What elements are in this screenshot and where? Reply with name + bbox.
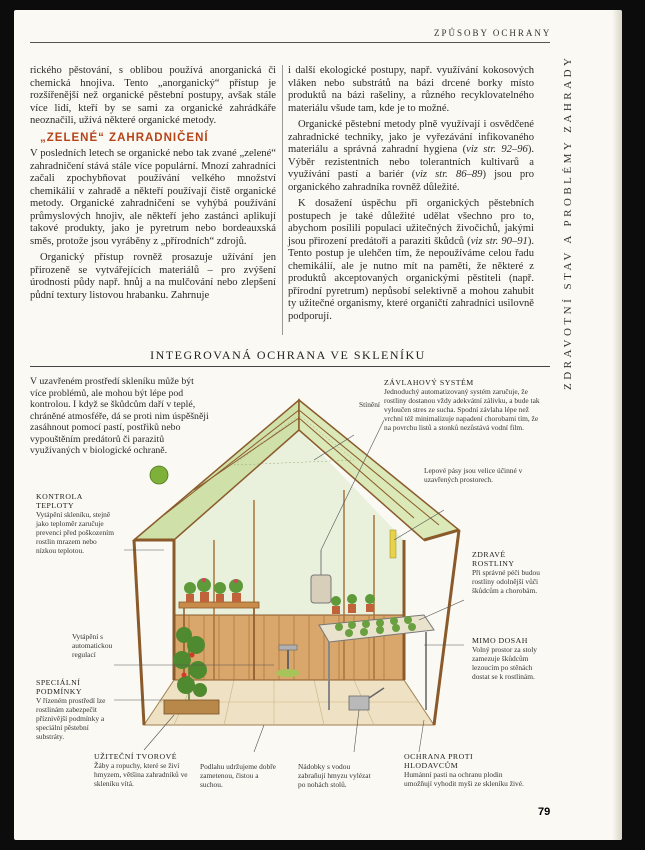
callout-text: Při správné péči budou rostliny odolnější vůči škůdcům a chorobám. — [472, 568, 540, 595]
paragraph: i další ekologické postupy, např. využívání kokosových vláken nebo substrátů na bázi drcené borky místo produktů na bázi rašeliny, a různého recyklovatelného materiálu všude tam, kde je to možné. — [288, 65, 534, 114]
running-header: ZPŮSOBY OCHRANY — [434, 28, 552, 38]
page-number: 79 — [538, 806, 551, 818]
header-rule — [30, 42, 550, 43]
callout-title: MIMO DOSAH — [472, 636, 528, 645]
callout-useful-creatures — [94, 752, 194, 788]
callout-text: Vytápění skleníku, stejně jako teploměr zaručuje prevenci před poškozením rostlin mrazem nebo nízkou teplotou. — [36, 510, 114, 555]
cross-reference: viz str. 92–96 — [466, 144, 528, 155]
book-page — [14, 10, 622, 840]
paragraph: Organické pěstební metody plně využívají i osvědčené zahradnické techniky, jako je vyřezávání infikovaného materiálu a správná zahradní hygiena (viz str. 92–96). Výběr rezistentních nebo tolerantních kultivarů a využívání pastí a bariér (viz str. 86–89) jsou pro organického zahradníka rovněž důležité. — [288, 119, 535, 193]
callout-out-of-reach — [472, 636, 544, 681]
callout-title: OCHRANA PROTI HLODAVCŮM — [404, 752, 474, 770]
illustration-intro: V uzavřeném prostředí skleníku může být více problémů, ale mohou být lépe pod kontrolou. I když se škůdcům daří v teplé, chráněné atmosféře, dá se proti nim úspěšněji zasáhnout pomocí pastí, postřiků nebo vypouštěním predátorů či parazitů využívaných v biologické ochraně. — [30, 376, 209, 456]
cross-reference: viz str. 86–89 — [415, 169, 483, 180]
callout-rodent-protection — [404, 752, 524, 788]
paragraph: V posledních letech se organické nebo tak zvané „zelené“ zahradničení stává stále více populární. Mnozí zahradníci začali zpochybňovat používání velkého množství chemikálií v zahradě a někteří používají čistě organické metody. Organické zahradničení se vyhýbá používání průmyslových hnojiv, ale někteří jeho zastánci aplikují takové produkty, jako je pyretrum nebo bordeauxská směs, protože jsou vyráběny z „přírodních“ zdrojů. — [30, 148, 276, 247]
page-edge — [612, 10, 622, 840]
callout-special-conditions — [36, 678, 110, 741]
callout-text: Humánní pasti na ochranu plodin umožňují vyhodit myši ze skleníku živé. — [404, 770, 524, 788]
text-column-left — [30, 65, 276, 306]
callout-irrigation — [384, 378, 544, 432]
callout-title: SPECIÁLNÍ PODMÍNKY — [36, 678, 83, 696]
label-shading: Stínění — [359, 400, 380, 409]
section-heading: „ZELENÉ“ ZAHRADNIČENÍ — [40, 131, 209, 144]
paragraph: Organický přístup rovněž prosazuje užívání jen přirozeně se vytvářejících materiálů – pro zvýšení úrodnosti půdy např. hnůj a na mulčování nebo zlepšení půdní textury listovou hrabanku. Zahrnuje — [30, 252, 276, 301]
callout-title: ZÁVLAHOVÝ SYSTÉM — [384, 378, 474, 387]
text-column-right — [288, 65, 534, 327]
callout-text: Žáby a ropuchy, které se živí hmyzem, většina zahradníků ve skleníku vítá. — [94, 761, 188, 788]
callout-healthy-plants — [472, 550, 544, 595]
callout-sticky-traps: Lepové pásy jsou velice účinné v uzavřených prostorech. — [424, 466, 523, 484]
chapter-side-title: ZDRAVOTNÍ STAV A PROBLÉMY ZAHRADY — [562, 54, 574, 390]
greenhouse-illustration — [104, 380, 464, 760]
callout-temperature — [36, 492, 116, 555]
paragraph: rického pěstování, s oblibou používá anorganická či chemická hnojiva. Tento „anorganický“ přístup je rozšířenější než organické pěstební postupy, avšak stále více lidí, kteří by se sami za organické zahrádkáře neoznačili, užívá některé organické metody. — [30, 65, 276, 126]
callout-text: Jednoduchý automatizovaný systém zaručuje, že rostliny dostanou vždy adekvátní zálivku, a bude tak vyloučen stres ze sucha. Spodní závlaha lépe než vrchní též minimalizuje napadení chorobami tím, že na povrchu listů a stonků nezůstává vodní film. — [384, 387, 540, 432]
label-floor: Podlahu udržujeme dobře zametenou, čistou a suchou. — [200, 762, 276, 789]
illustration-section-title: INTEGROVANÁ OCHRANA VE SKLENÍKU — [150, 348, 426, 362]
callout-title: ZDRAVÉ ROSTLINY — [472, 550, 515, 568]
section-rule — [30, 366, 550, 367]
column-divider — [282, 65, 283, 335]
callout-title: KONTROLA TEPLOTY — [36, 492, 83, 510]
label-heating: Vytápění s automatickou regulací — [72, 632, 113, 659]
callout-text: Volný prostor za stoly zamezuje škůdcům lezoucím po stěnách dostat se k rostlinám. — [472, 645, 537, 681]
cross-reference: viz str. 90–91 — [470, 235, 528, 247]
callout-title: UŽITEČNÍ TVOROVÉ — [94, 752, 177, 761]
paragraph: K dosažení úspěchu při organických pěstebních postupech je také důležité udělat všechno pro to, abychom posílili populaci užitečných živočichů, jakými jsou přirození predátoři a paraziti škůdců (viz str. 90–91). Tento postup je ulehčen tím, že nepoužíváme celou řadu chemikálií, ale je nutno mít na paměti, že některé z produktů akceptovaných organickými pěstiteli (např. přírodní pyretrum) nepůsobí selektivně a mohou zahubit ty užitečné organismy, které organičtí zahradníci usilovně podporují. — [288, 198, 534, 322]
label-water-containers: Nádobky s vodou zabraňují hmyzu vylézat po nohách stolů. — [298, 762, 371, 789]
callout-text: V řízeném prostředí lze rostlinám zabezpečit příznivější podmínky a speciální pěstební substráty. — [36, 696, 106, 741]
